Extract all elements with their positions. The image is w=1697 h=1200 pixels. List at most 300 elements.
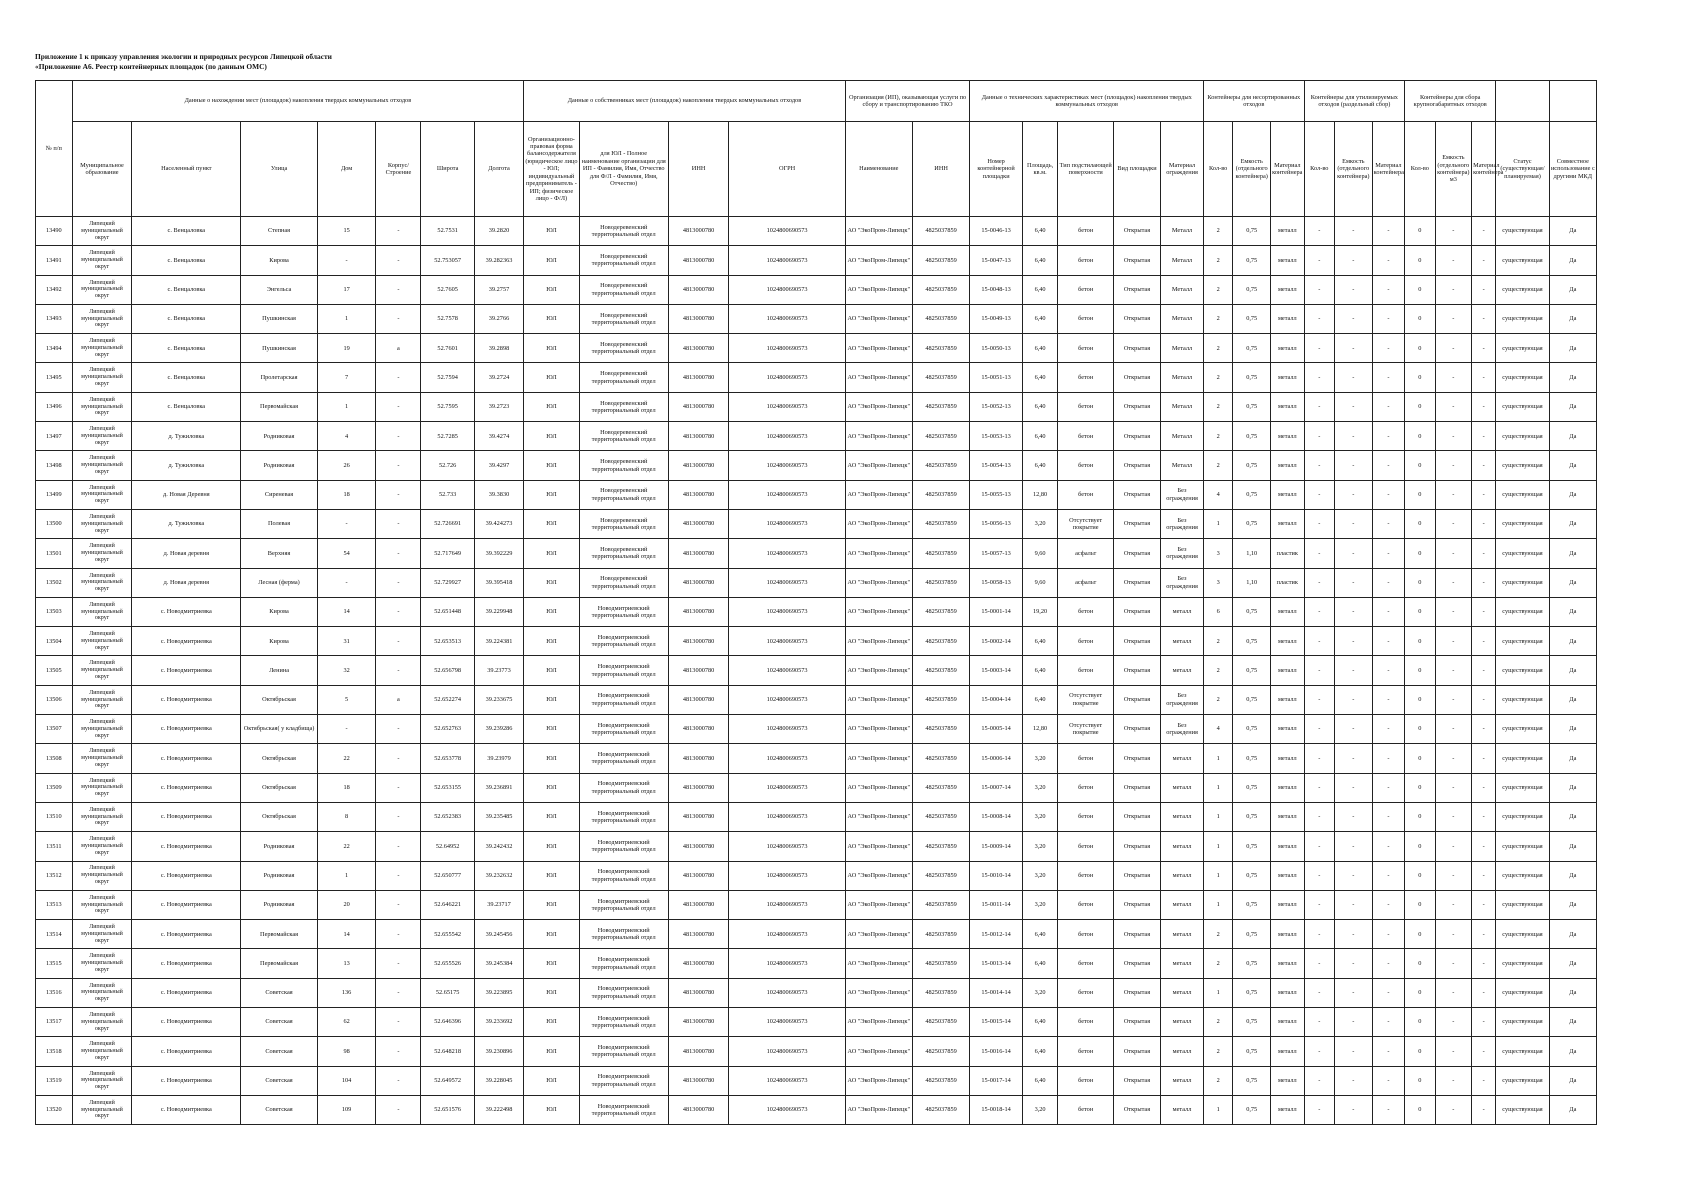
table-cell: ЮЛ (524, 1037, 580, 1066)
table-cell: 0,75 (1233, 656, 1271, 685)
table-cell: 0,75 (1233, 1066, 1271, 1095)
table-cell: 2 (1204, 304, 1233, 333)
table-cell: Первомайская (241, 392, 317, 421)
table-cell: 0,75 (1233, 392, 1271, 421)
table-cell: Новодмитриевский территориальный отдел (579, 1037, 668, 1066)
table-cell: - (376, 1008, 421, 1037)
table-cell: - (1304, 246, 1334, 275)
table-cell: АО "ЭкоПром-Липецк" (845, 509, 912, 538)
table-cell: Энгельса (241, 275, 317, 304)
table-cell: 52.646221 (421, 890, 474, 919)
table-cell: а (376, 685, 421, 714)
table-cell: Кирова (241, 246, 317, 275)
table-cell: существующая (1496, 773, 1549, 802)
table-cell: Первомайская (241, 920, 317, 949)
table-cell: 13498 (36, 451, 73, 480)
table-cell: 19 (317, 334, 376, 363)
table-cell: 1024800690573 (729, 656, 845, 685)
table-cell: 13514 (36, 920, 73, 949)
table-cell: 4825037859 (912, 978, 970, 1007)
table-cell: - (1435, 832, 1472, 861)
table-cell: 6,40 (1022, 656, 1058, 685)
table-cell: 6,40 (1022, 304, 1058, 333)
table-cell: - (1304, 597, 1334, 626)
table-cell: 3,20 (1022, 832, 1058, 861)
table-cell: Кирова (241, 597, 317, 626)
table-cell: Липецкий муниципальный округ (72, 422, 132, 451)
table-cell: Да (1549, 304, 1596, 333)
table-cell: бетон (1058, 451, 1114, 480)
table-cell: Новодеревенский территориальный отдел (579, 217, 668, 246)
table-cell: 0,75 (1233, 1037, 1271, 1066)
table-cell: АО "ЭкоПром-Липецк" (845, 656, 912, 685)
table-cell: 0,75 (1233, 422, 1271, 451)
table-cell: - (1435, 246, 1472, 275)
table-cell: - (1372, 304, 1404, 333)
table-cell: АО "ЭкоПром-Липецк" (845, 275, 912, 304)
col-header-number: № п/п (36, 81, 73, 217)
table-cell: - (1304, 656, 1334, 685)
table-cell: - (1472, 1095, 1496, 1124)
table-row (36, 422, 1597, 451)
table-row (36, 978, 1597, 1007)
table-cell: - (1334, 861, 1372, 890)
table-cell: - (1435, 627, 1472, 656)
table-cell: 4825037859 (912, 832, 970, 861)
table-cell: - (1472, 363, 1496, 392)
table-cell: Новодеревенский территориальный отдел (579, 539, 668, 568)
table-cell: Да (1549, 539, 1596, 568)
table-cell: - (1435, 422, 1472, 451)
table-cell: - (1304, 978, 1334, 1007)
table-cell: 4813000780 (668, 773, 729, 802)
table-cell: 39.242432 (474, 832, 523, 861)
group-header-location: Данные о нахождении мест (площадок) накопления твердых коммунальных отходов (72, 81, 524, 122)
table-cell: с. Венцаловка (132, 217, 241, 246)
table-cell: металл (1271, 597, 1305, 626)
table-cell: - (1304, 715, 1334, 744)
table-cell: 13503 (36, 597, 73, 626)
table-cell: - (1372, 363, 1404, 392)
table-cell: 4813000780 (668, 275, 729, 304)
column-header: Долгота (474, 122, 523, 217)
table-cell: металл (1271, 392, 1305, 421)
table-cell: 6,40 (1022, 334, 1058, 363)
table-cell: 2 (1204, 451, 1233, 480)
table-cell: - (1435, 334, 1472, 363)
table-cell: Липецкий муниципальный округ (72, 890, 132, 919)
table-cell: Липецкий муниципальный округ (72, 715, 132, 744)
table-cell: 2 (1204, 685, 1233, 714)
table-cell: 1 (1204, 744, 1233, 773)
table-cell: Открытая (1113, 832, 1160, 861)
table-cell: бетон (1058, 627, 1114, 656)
table-cell: 39.2898 (474, 334, 523, 363)
table-cell: Да (1549, 861, 1596, 890)
column-header: Кол-во (1405, 122, 1435, 217)
table-cell: ЮЛ (524, 246, 580, 275)
table-cell: Да (1549, 597, 1596, 626)
table-cell: 0 (1405, 1037, 1435, 1066)
table-cell: 0,75 (1233, 920, 1271, 949)
table-cell: 13493 (36, 304, 73, 333)
table-cell: Открытая (1113, 744, 1160, 773)
column-header: Кол-во (1204, 122, 1233, 217)
table-cell: - (1435, 949, 1472, 978)
table-cell: 4 (1204, 480, 1233, 509)
table-cell: 39.228045 (474, 1066, 523, 1095)
table-cell: 0 (1405, 451, 1435, 480)
table-cell: Новодеревенский территориальный отдел (579, 392, 668, 421)
table-row (36, 1008, 1597, 1037)
table-cell: АО "ЭкоПром-Липецк" (845, 715, 912, 744)
table-cell: бетон (1058, 920, 1114, 949)
table-cell: Липецкий муниципальный округ (72, 334, 132, 363)
table-row (36, 480, 1597, 509)
column-header: Материал контейнера (1271, 122, 1305, 217)
table-cell: 4813000780 (668, 890, 729, 919)
table-cell: Родниковая (241, 890, 317, 919)
table-cell: Липецкий муниципальный округ (72, 568, 132, 597)
table-cell: 1 (1204, 802, 1233, 831)
table-cell: Липецкий муниципальный округ (72, 480, 132, 509)
table-cell: 4813000780 (668, 509, 729, 538)
table-cell: металл (1271, 744, 1305, 773)
table-cell: 52.653778 (421, 744, 474, 773)
table-cell: Да (1549, 773, 1596, 802)
table-cell: АО "ЭкоПром-Липецк" (845, 744, 912, 773)
table-cell: ЮЛ (524, 363, 580, 392)
table-cell: Кирова (241, 627, 317, 656)
table-cell: с. Венцаловка (132, 363, 241, 392)
table-cell: Без ограждения (1161, 539, 1204, 568)
table-cell: - (1435, 539, 1472, 568)
table-cell: металл (1271, 304, 1305, 333)
table-cell: 9,60 (1022, 568, 1058, 597)
table-cell: 1024800690573 (729, 246, 845, 275)
table-cell: - (1334, 1095, 1372, 1124)
table-cell: Отсутствует покрытие (1058, 715, 1114, 744)
table-cell: - (1304, 861, 1334, 890)
table-cell: ЮЛ (524, 217, 580, 246)
group-header-bulky-containers: Контейнеры для сбора крупногабаритных отходов (1405, 81, 1496, 122)
column-header: Населенный пункт (132, 122, 241, 217)
table-cell: 15-0050-13 (970, 334, 1022, 363)
column-header: Материал ограждения (1161, 122, 1204, 217)
table-cell: 0 (1405, 685, 1435, 714)
table-cell: Липецкий муниципальный округ (72, 597, 132, 626)
table-cell: 4813000780 (668, 627, 729, 656)
table-cell: 0 (1405, 832, 1435, 861)
table-cell: металл (1271, 480, 1305, 509)
table-cell: 1,10 (1233, 539, 1271, 568)
table-cell: - (1472, 217, 1496, 246)
table-cell: - (1334, 802, 1372, 831)
table-cell: Открытая (1113, 715, 1160, 744)
table-cell: металл (1271, 890, 1305, 919)
table-cell: 4813000780 (668, 217, 729, 246)
table-cell: Новодеревенский территориальный отдел (579, 422, 668, 451)
table-cell: - (376, 1095, 421, 1124)
table-cell: Металл (1161, 422, 1204, 451)
table-cell: 0 (1405, 1008, 1435, 1037)
table-cell: 0,75 (1233, 246, 1271, 275)
table-cell: Новодмитриевский территориальный отдел (579, 890, 668, 919)
table-cell: Новодмитриевский территориальный отдел (579, 656, 668, 685)
table-cell: 4825037859 (912, 246, 970, 275)
table-cell: бетон (1058, 304, 1114, 333)
table-cell: Липецкий муниципальный округ (72, 861, 132, 890)
table-cell: существующая (1496, 861, 1549, 890)
table-cell: 0,75 (1233, 978, 1271, 1007)
table-cell: 15-0017-14 (970, 1066, 1022, 1095)
table-cell: 1 (317, 392, 376, 421)
table-cell: ЮЛ (524, 744, 580, 773)
table-cell: 52.652383 (421, 802, 474, 831)
table-cell: - (1435, 451, 1472, 480)
table-cell: - (1435, 744, 1472, 773)
table-cell: - (1334, 656, 1372, 685)
table-cell: 39.235485 (474, 802, 523, 831)
table-cell: 0 (1405, 920, 1435, 949)
table-cell: - (376, 773, 421, 802)
table-cell: - (1435, 392, 1472, 421)
table-cell: 13499 (36, 480, 73, 509)
table-cell: 4 (317, 422, 376, 451)
table-cell: Да (1549, 1066, 1596, 1095)
table-cell: 3,20 (1022, 773, 1058, 802)
table-cell: 3,20 (1022, 802, 1058, 831)
table-cell: Открытая (1113, 949, 1160, 978)
table-cell: - (1435, 773, 1472, 802)
table-cell: 0,75 (1233, 861, 1271, 890)
table-cell: 13491 (36, 246, 73, 275)
table-cell: Металл (1161, 217, 1204, 246)
table-cell: Открытая (1113, 773, 1160, 802)
table-cell: Липецкий муниципальный округ (72, 509, 132, 538)
table-cell: бетон (1058, 246, 1114, 275)
table-cell: Новодмитриевский территориальный отдел (579, 715, 668, 744)
table-cell: - (1435, 304, 1472, 333)
table-cell: - (1372, 685, 1404, 714)
table-cell: 0,75 (1233, 480, 1271, 509)
table-cell: ЮЛ (524, 685, 580, 714)
table-cell: 1024800690573 (729, 1095, 845, 1124)
table-cell: с. Новодмитриевка (132, 1037, 241, 1066)
table-cell: ЮЛ (524, 275, 580, 304)
table-cell: 52.649572 (421, 1066, 474, 1095)
table-cell: Липецкий муниципальный округ (72, 744, 132, 773)
table-cell: Открытая (1113, 334, 1160, 363)
table-cell: 52.646396 (421, 1008, 474, 1037)
table-row (36, 246, 1597, 275)
table-cell: - (376, 656, 421, 685)
table-cell: - (1372, 978, 1404, 1007)
table-cell: 4825037859 (912, 392, 970, 421)
table-cell: - (1334, 509, 1372, 538)
table-cell: АО "ЭкоПром-Липецк" (845, 451, 912, 480)
table-cell: - (1435, 1066, 1472, 1095)
table-cell: с. Новодмитриевка (132, 597, 241, 626)
table-cell: 62 (317, 1008, 376, 1037)
table-cell: 1 (1204, 509, 1233, 538)
group-header-owners: Данные о собственниках мест (площадок) накопления твердых коммунальных отходов (524, 81, 846, 122)
table-cell: 15-0053-13 (970, 422, 1022, 451)
table-cell: - (376, 627, 421, 656)
table-cell: ЮЛ (524, 392, 580, 421)
table-cell: - (1472, 304, 1496, 333)
table-cell: д. Тужиловка (132, 451, 241, 480)
table-cell: металл (1161, 1037, 1204, 1066)
table-cell: - (1304, 949, 1334, 978)
table-cell: 39.395418 (474, 568, 523, 597)
table-cell: - (1304, 392, 1334, 421)
table-cell: с. Венцаловка (132, 275, 241, 304)
table-cell: Отсутствует покрытие (1058, 509, 1114, 538)
table-cell: - (1372, 334, 1404, 363)
table-cell: Металл (1161, 392, 1204, 421)
table-row (36, 685, 1597, 714)
table-cell: Сиреневая (241, 480, 317, 509)
table-cell: 17 (317, 275, 376, 304)
document-header (35, 52, 332, 71)
table-cell: 4825037859 (912, 773, 970, 802)
table-cell: Да (1549, 920, 1596, 949)
table-cell: 15-0013-14 (970, 949, 1022, 978)
table-row (36, 861, 1597, 890)
table-cell: 4825037859 (912, 334, 970, 363)
table-cell: 4825037859 (912, 539, 970, 568)
table-row (36, 509, 1597, 538)
table-cell: 4813000780 (668, 568, 729, 597)
table-cell: - (317, 715, 376, 744)
table-cell: 2 (1204, 656, 1233, 685)
table-cell: 8 (317, 802, 376, 831)
table-cell: 1024800690573 (729, 480, 845, 509)
table-cell: Октябрьская( у кладбища) (241, 715, 317, 744)
table-cell: 1024800690573 (729, 1037, 845, 1066)
table-cell: Пушкинская (241, 334, 317, 363)
table-cell: АО "ЭкоПром-Липецк" (845, 334, 912, 363)
table-cell: 20 (317, 890, 376, 919)
table-cell: металл (1161, 744, 1204, 773)
table-cell: ЮЛ (524, 334, 580, 363)
table-cell: бетон (1058, 1008, 1114, 1037)
table-cell: Да (1549, 422, 1596, 451)
table-cell: 39.23979 (474, 744, 523, 773)
table-cell: 13512 (36, 861, 73, 890)
column-header: Кол-во (1304, 122, 1334, 217)
table-cell: металл (1271, 451, 1305, 480)
column-header: Наименование (845, 122, 912, 217)
table-cell: - (1372, 1066, 1404, 1095)
table-cell: АО "ЭкоПром-Липецк" (845, 539, 912, 568)
table-cell: - (1304, 832, 1334, 861)
table-cell: - (1435, 978, 1472, 1007)
table-cell: а (376, 334, 421, 363)
table-cell: - (376, 363, 421, 392)
table-cell: ЮЛ (524, 890, 580, 919)
table-cell: Советская (241, 1037, 317, 1066)
table-cell: Открытая (1113, 978, 1160, 1007)
table-cell: Новодмитриевский территориальный отдел (579, 978, 668, 1007)
table-cell: 39.4297 (474, 451, 523, 480)
table-cell: существующая (1496, 832, 1549, 861)
table-cell: - (1435, 363, 1472, 392)
table-cell: 2 (1204, 920, 1233, 949)
table-cell: Открытая (1113, 392, 1160, 421)
table-cell: 0 (1405, 890, 1435, 919)
table-cell: 1024800690573 (729, 1066, 845, 1095)
table-cell: 13509 (36, 773, 73, 802)
table-cell: 14 (317, 920, 376, 949)
table-cell: Липецкий муниципальный округ (72, 627, 132, 656)
table-cell: 1024800690573 (729, 392, 845, 421)
column-header: Материал контейнера (1472, 122, 1496, 217)
table-cell: 39.3830 (474, 480, 523, 509)
table-cell: 0,75 (1233, 334, 1271, 363)
table-cell: 6,40 (1022, 392, 1058, 421)
table-cell: - (1372, 744, 1404, 773)
table-cell: 4825037859 (912, 304, 970, 333)
table-cell: асфальт (1058, 568, 1114, 597)
table-cell: с. Новодмитриевка (132, 715, 241, 744)
table-cell: 6,40 (1022, 246, 1058, 275)
table-cell: АО "ЭкоПром-Липецк" (845, 1066, 912, 1095)
table-cell: 1024800690573 (729, 685, 845, 714)
table-cell: Октябрьская (241, 773, 317, 802)
table-cell: - (1372, 1008, 1404, 1037)
table-cell: - (376, 509, 421, 538)
column-header: Муниципальное образование (72, 122, 132, 217)
table-cell: Открытая (1113, 685, 1160, 714)
table-cell: - (376, 715, 421, 744)
table-row (36, 568, 1597, 597)
table-cell: 13507 (36, 715, 73, 744)
table-cell: 15-0002-14 (970, 627, 1022, 656)
table-cell: 39.245384 (474, 949, 523, 978)
table-cell: Липецкий муниципальный округ (72, 1008, 132, 1037)
table-cell: Открытая (1113, 363, 1160, 392)
table-cell: Без ограждения (1161, 509, 1204, 538)
table-cell: 52.717649 (421, 539, 474, 568)
table-cell: Новодмитриевский территориальный отдел (579, 1095, 668, 1124)
table-cell: 13497 (36, 422, 73, 451)
table-cell: - (317, 509, 376, 538)
table-cell: - (1304, 802, 1334, 831)
table-cell: - (1372, 890, 1404, 919)
table-cell: - (1472, 627, 1496, 656)
table-cell: 0 (1405, 392, 1435, 421)
table-row (36, 334, 1597, 363)
table-cell: Новодмитриевский территориальный отдел (579, 744, 668, 773)
table-cell: 14 (317, 597, 376, 626)
table-cell: с. Венцаловка (132, 334, 241, 363)
table-cell: 1024800690573 (729, 949, 845, 978)
table-cell: 12,80 (1022, 480, 1058, 509)
table-cell: - (376, 1037, 421, 1066)
table-cell: 2 (1204, 363, 1233, 392)
table-cell: - (1435, 656, 1472, 685)
table-cell: - (1334, 304, 1372, 333)
table-cell: АО "ЭкоПром-Липецк" (845, 949, 912, 978)
document-title-line-2: «Приложение А6. Реестр контейнерных площадок (по данным ОМС) (35, 61, 267, 71)
table-cell: Липецкий муниципальный округ (72, 539, 132, 568)
table-cell: существующая (1496, 715, 1549, 744)
table-cell: 0 (1405, 217, 1435, 246)
table-cell: ЮЛ (524, 949, 580, 978)
table-cell: 0,75 (1233, 949, 1271, 978)
